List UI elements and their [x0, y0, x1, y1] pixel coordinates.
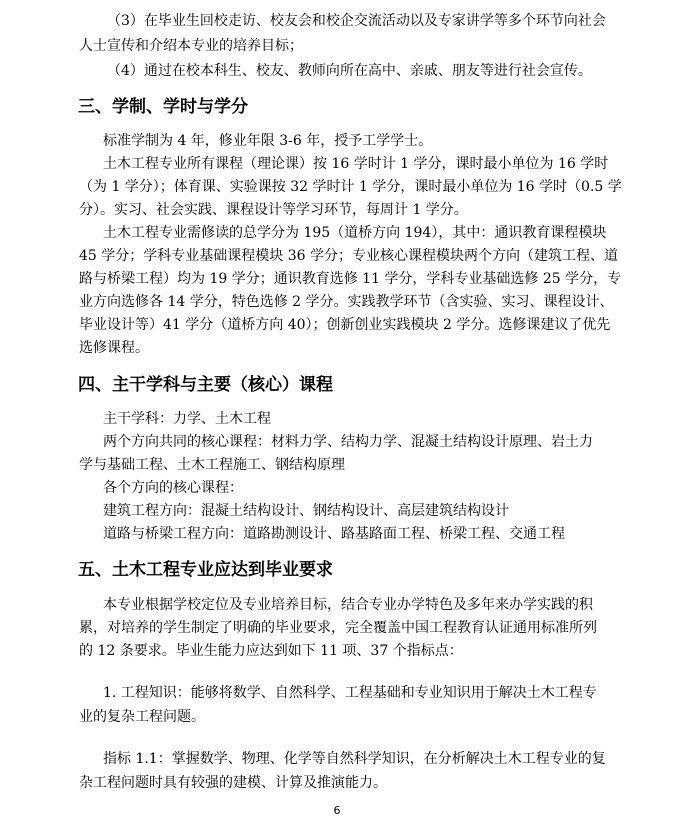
section-heading-4: 四、主干学科与主要（核心）课程	[78, 375, 333, 395]
paragraph-line: 土木工程专业所有课程（理论课）按 16 学时计 1 学分，课时最小单位为 16 学时	[103, 156, 609, 172]
paragraph-line: 毕业设计等）41 学分（道桥方向 40）；创新创业实践模块 2 学分。选修课建议了优先	[79, 317, 611, 333]
section-heading-5: 五、土木工程专业应达到毕业要求	[78, 560, 333, 580]
paragraph-line: 分）。实习、社会实践、课程设计等学习环节，每周计 1 学分。	[79, 202, 468, 218]
paragraph-line: 指标 1.1：掌握数学、物理、化学等自然科学知识，在分析解决土木工程专业的复	[103, 751, 606, 767]
paragraph-line: 土木工程专业需修读的总学分为 195（道桥方向 194），其中：通识教育课程模块	[103, 225, 607, 241]
paragraph-line: 各个方向的核心课程：	[103, 480, 243, 496]
paragraph-line: 杂工程问题时具有较强的建模、计算及推演能力。	[79, 775, 387, 791]
paragraph-line: 本专业根据学校定位及专业培养目标，结合专业办学特色及多年来办学实践的积	[103, 597, 593, 613]
paragraph-line: 标准学制为 4 年，修业年限 3-6 年，授予工学学士。	[103, 133, 433, 149]
paragraph-line: 建筑工程方向：混凝土结构设计、钢结构设计、高层建筑结构设计	[103, 503, 509, 519]
paragraph-line: （3）在毕业生回校走访、校友会和校企交流活动以及专家讲学等多个环节向社会	[107, 13, 606, 29]
paragraph-line: 1. 工程知识：能够将数学、自然科学、工程基础和专业知识用于解决土木工程专	[103, 685, 597, 701]
page-number: 6	[333, 804, 341, 817]
paragraph-line: 累，对培养的学生制定了明确的毕业要求，完全覆盖中国工程教育认证通用标准所列	[79, 620, 597, 636]
section-heading-3: 三、学制、学时与学分	[78, 97, 248, 117]
paragraph-line: 的 12 条要求。毕业生能力应达到如下 11 项、37 个指标点：	[79, 643, 463, 659]
paragraph-line: 45 学分；学科专业基础课程模块 36 学分；专业核心课程模块两个方向（建筑工程、道	[79, 248, 618, 264]
paragraph-line: （为 1 学分）；体育课、实验课按 32 学时计 1 学分，课时最小单位为 16 学时（0.5 学	[79, 179, 622, 195]
paragraph-line: 道路与桥梁工程方向：道路勘测设计、路基路面工程、桥梁工程、交通工程	[103, 526, 565, 542]
paragraph-line: 人士宣传和介绍本专业的培养目标；	[79, 38, 303, 54]
paragraph-line: 路与桥梁工程）均为 19 学分；通识教育选修 11 学分，学科专业基础选修 25 学分，专	[79, 271, 622, 287]
paragraph-line: 两个方向共同的核心课程：材料力学、结构力学、混凝土结构设计原理、岩土力	[103, 434, 593, 450]
paragraph-line: 业方向选修各 14 学分，特色选修 2 学分。实践教学环节（含实验、实习、课程设计、	[79, 294, 614, 310]
paragraph-line: （4）通过在校本科生、校友、教师向所在高中、亲戚、朋友等进行社会宣传。	[107, 63, 592, 79]
paragraph-line: 学与基础工程、土木工程施工、钢结构原理	[79, 457, 345, 473]
paragraph-line: 业的复杂工程问题。	[79, 709, 205, 725]
paragraph-line: 选修课程。	[79, 340, 149, 356]
paragraph-line: 主干学科：力学、土木工程	[103, 411, 271, 427]
